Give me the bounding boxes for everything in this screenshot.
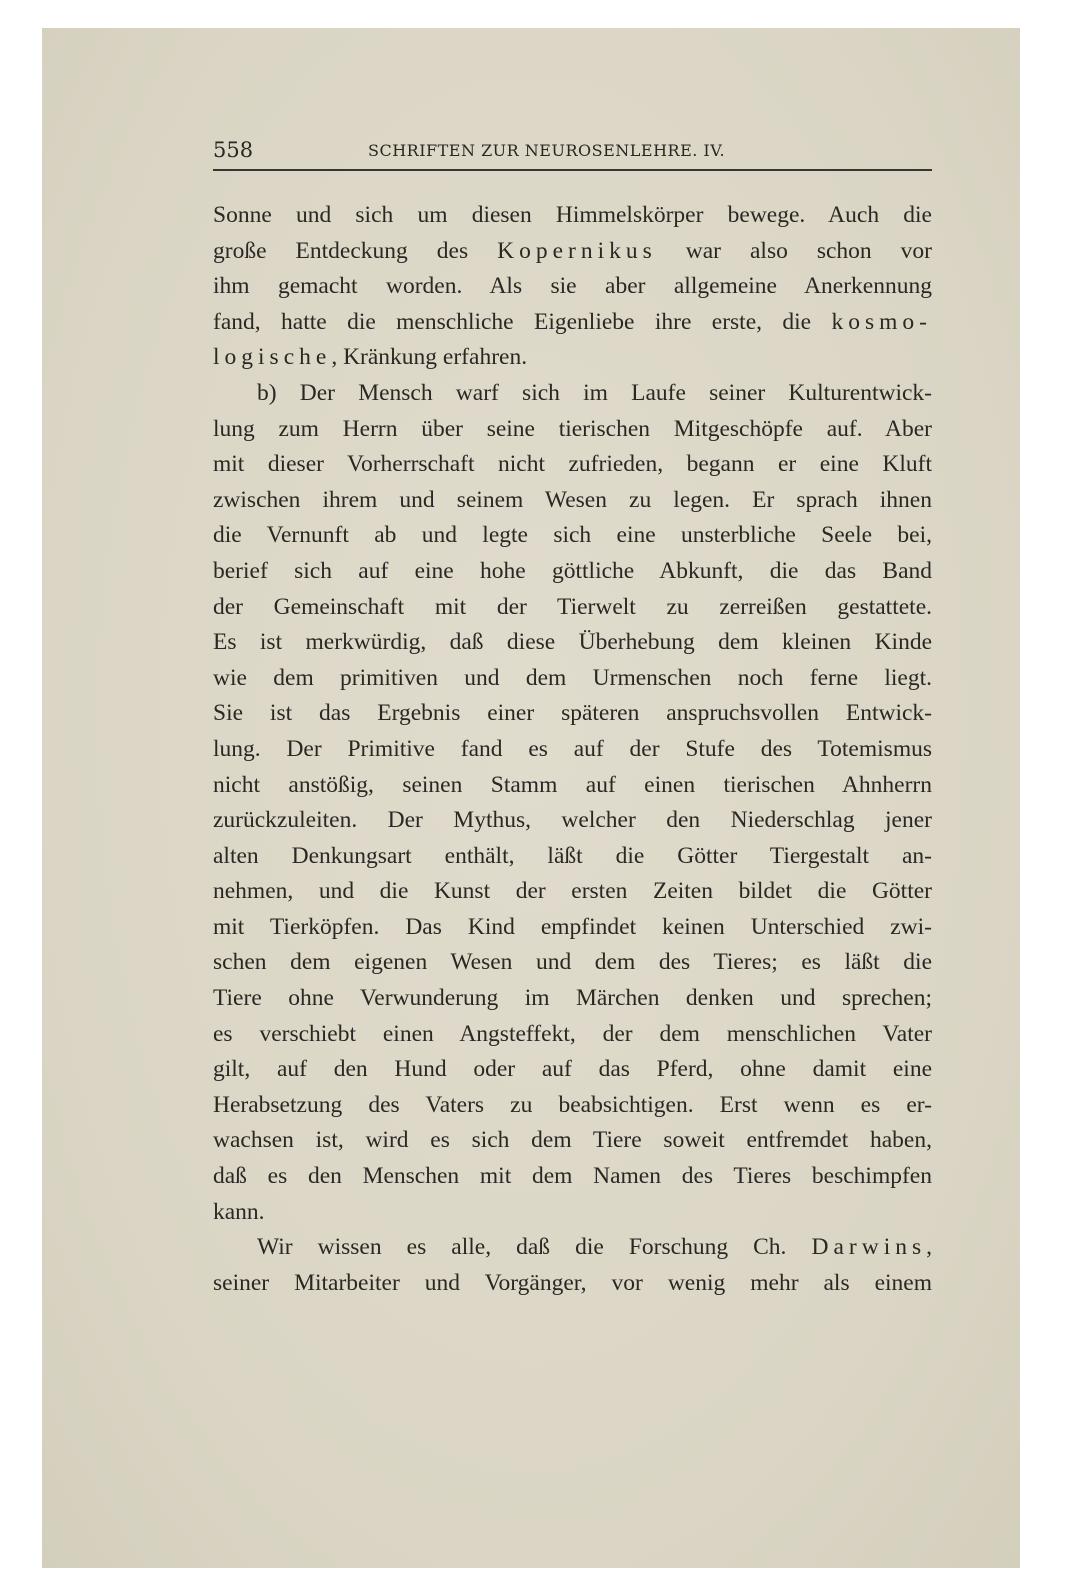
text-line: [213, 269, 932, 305]
text-segment: lung. Der Primitive fand es auf der Stufe des Totemismus: [213, 735, 932, 762]
text-line: [213, 1159, 932, 1195]
text-segment: daß es den Menschen mit dem Namen des Tieres beschimpfen: [213, 1163, 932, 1190]
text-line: [213, 1123, 932, 1159]
text-segment: mit Tierköpfen. Das Kind empfindet keinen Unterschied zwi-: [213, 913, 932, 940]
text-segment: , Kränkung erfahren.: [331, 344, 528, 371]
text-line: [213, 447, 932, 483]
text-segment: große Entdeckung des: [213, 237, 498, 264]
text-line: [213, 518, 932, 554]
text-line: [213, 696, 932, 732]
spaced-emphasis: kosmo-: [831, 308, 932, 335]
text-segment: wachsen ist, wird es sich dem Tiere soweit entfremdet haben,: [213, 1127, 932, 1154]
text-segment: alten Denkungsart enthält, läßt die Götter Tiergestalt an-: [213, 842, 932, 869]
text-segment: der Gemeinschaft mit der Tierwelt zu zerreißen gestattete.: [213, 593, 932, 620]
text-line: [213, 554, 932, 590]
text-segment: nehmen, und die Kunst der ersten Zeiten bildet die Götter: [213, 878, 932, 905]
text-segment: kann.: [213, 1198, 265, 1225]
text-line: [213, 732, 932, 768]
text-segment: Wir wissen es alle, daß die Forschung Ch.: [257, 1234, 812, 1261]
text-segment: war also schon vor: [656, 237, 933, 264]
page-number: 558: [213, 138, 254, 162]
text-segment: es verschiebt einen Angsteffekt, der dem menschlichen Vater: [213, 1020, 932, 1047]
text-line: [213, 340, 932, 376]
text-line: [213, 1266, 932, 1302]
text-segment: nicht anstößig, seinen Stamm auf einen tierischen Ahnherrn: [213, 771, 932, 798]
text-line: [213, 981, 932, 1017]
spaced-emphasis: Kopernikus: [497, 237, 657, 264]
text-segment: Sonne und sich um diesen Himmelskörper bewege. Auch die: [213, 202, 932, 228]
text-line: [213, 1230, 932, 1266]
text-segment: fand, hatte die menschliche Eigenliebe ihre erste, die: [213, 308, 832, 335]
text-segment: b) Der Mensch warf sich im Laufe seiner Kulturentwick-: [257, 379, 932, 406]
text-line: [213, 661, 932, 697]
text-segment: schen dem eigenen Wesen und dem des Tieres; es läßt die: [213, 949, 932, 976]
text-segment: Sie ist das Ergebnis einer späteren anspruchsvollen Entwick-: [213, 700, 932, 727]
text-line: [213, 945, 932, 981]
text-line: [213, 305, 932, 341]
text-line: [213, 768, 932, 804]
spaced-emphasis: Darwins: [811, 1234, 927, 1261]
running-head: SCHRIFTEN ZUR NEUROSENLEHRE. IV.: [368, 141, 726, 160]
text-line: [213, 412, 932, 448]
text-line: [213, 590, 932, 626]
text-line: [213, 625, 932, 661]
text-line: [213, 1017, 932, 1053]
text-segment: mit dieser Vorherrschaft nicht zufrieden, begann er eine Kluft: [213, 451, 932, 478]
text-line: [213, 376, 932, 412]
text-segment: wie dem primitiven und dem Urmenschen noch ferne liegt.: [213, 664, 932, 691]
text-line: [213, 234, 932, 270]
text-segment: berief sich auf eine hohe göttliche Abkunft, die das Band: [213, 557, 932, 584]
text-segment: die Vernunft ab und legte sich eine unsterbliche Seele bei,: [213, 522, 932, 549]
text-line: [213, 1052, 932, 1088]
header-rule: [213, 169, 932, 171]
text-segment: Herabsetzung des Vaters zu beabsichtigen. Erst wenn es er-: [213, 1091, 932, 1118]
text-line: [213, 874, 932, 910]
spaced-emphasis: logische: [213, 344, 332, 371]
text-line: [213, 910, 932, 946]
text-line: [213, 803, 932, 839]
text-line: [213, 1088, 932, 1124]
text-segment: Es ist merkwürdig, daß diese Überhebung dem kleinen Kinde: [213, 629, 932, 656]
text-line: [213, 839, 932, 875]
text-segment: ihm gemacht worden. Als sie aber allgemeine Anerkennung: [213, 273, 932, 300]
body-text: [213, 198, 932, 1301]
text-segment: zwischen ihrem und seinem Wesen zu legen. Er sprach ihnen: [213, 486, 932, 513]
text-segment: ,: [926, 1234, 932, 1261]
text-segment: gilt, auf den Hund oder auf das Pferd, ohne damit eine: [213, 1056, 932, 1083]
text-line: [213, 1195, 932, 1231]
text-line: [213, 198, 932, 234]
text-segment: seiner Mitarbeiter und Vorgänger, vor wenig mehr als einem: [213, 1269, 932, 1296]
text-segment: lung zum Herrn über seine tierischen Mitgeschöpfe auf. Aber: [213, 415, 932, 442]
text-segment: zurückzuleiten. Der Mythus, welcher den Niederschlag jener: [213, 807, 932, 834]
text-segment: Tiere ohne Verwunderung im Märchen denken und sprechen;: [213, 985, 932, 1012]
text-line: [213, 483, 932, 519]
page-header: [213, 138, 932, 168]
